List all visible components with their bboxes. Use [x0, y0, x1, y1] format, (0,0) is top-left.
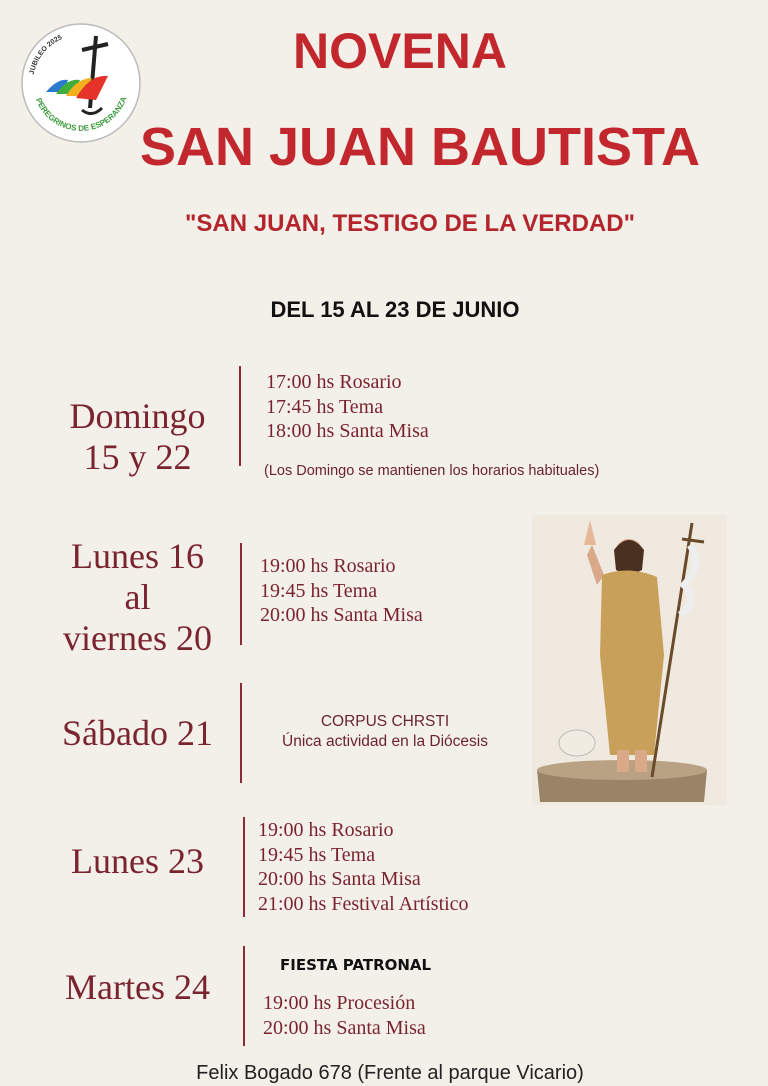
- day-line: viernes 20: [63, 618, 212, 658]
- event-note: Única actividad en la Diócesis: [282, 733, 488, 750]
- times-weekdays: [260, 554, 423, 628]
- time-item: 19:00 hs Rosario: [258, 819, 394, 841]
- date-range: DEL 15 AL 23 DE JUNIO: [270, 297, 520, 322]
- day-line: al: [124, 577, 151, 617]
- logo-text-bottom: PEREGRINOS DE ESPERANZA: [33, 95, 129, 133]
- day-line: Lunes 16: [71, 536, 204, 576]
- day-label-sabado: [40, 713, 235, 754]
- saint-john-image: [532, 515, 727, 805]
- times-lunes23: [258, 818, 469, 916]
- day-label-domingo: [40, 396, 235, 478]
- day-line: Domingo: [69, 396, 206, 436]
- event-title: CORPUS CHRSTI: [320, 713, 450, 730]
- time-item: 19:00 hs Rosario: [260, 555, 396, 577]
- times-domingo: [266, 370, 429, 444]
- jubilee-logo: [20, 22, 142, 144]
- day-line: Martes 24: [65, 967, 210, 1007]
- divider: [243, 817, 245, 917]
- time-item: 20:00 hs Santa Misa: [263, 1016, 426, 1039]
- logo-text-top: JUBILEO 2025: [28, 34, 64, 76]
- fiesta-heading: FIESTA PATRONAL: [280, 956, 432, 974]
- day-line: Sábado 21: [62, 713, 213, 753]
- subtitle: "SAN JUAN, TESTIGO DE LA VERDAD": [185, 210, 635, 237]
- time-item: 17:45 hs Tema: [266, 395, 384, 418]
- time-item: 17:00 hs Rosario: [266, 371, 402, 393]
- time-item: 21:00 hs Festival Artístico: [258, 892, 469, 915]
- time-item: 20:00 hs Santa Misa: [260, 604, 423, 626]
- divider: [240, 683, 242, 783]
- time-item: 19:00 hs Procesión: [263, 992, 416, 1014]
- time-item: 18:00 hs Santa Misa: [266, 420, 429, 442]
- title-line1: NOVENA: [293, 23, 507, 79]
- time-item: 19:45 hs Tema: [258, 843, 376, 866]
- day-label-martes24: [40, 967, 235, 1008]
- times-martes24: [263, 991, 426, 1040]
- title-line2: SAN JUAN BAUTISTA: [140, 117, 701, 177]
- sunday-note: (Los Domingo se mantienen los horarios habituales): [264, 463, 600, 479]
- time-item: 19:45 hs Tema: [260, 579, 378, 602]
- day-line: 15 y 22: [83, 437, 192, 477]
- address-footer: Felix Bogado 678 (Frente al parque Vicario): [196, 1062, 584, 1084]
- divider: [239, 366, 241, 466]
- corpus-info: [250, 712, 520, 752]
- day-label-lunes23: [40, 841, 235, 882]
- day-label-weekdays: [40, 536, 235, 659]
- divider: [240, 543, 242, 645]
- divider: [243, 946, 245, 1046]
- time-item: 20:00 hs Santa Misa: [258, 868, 421, 890]
- day-line: Lunes 23: [71, 841, 204, 881]
